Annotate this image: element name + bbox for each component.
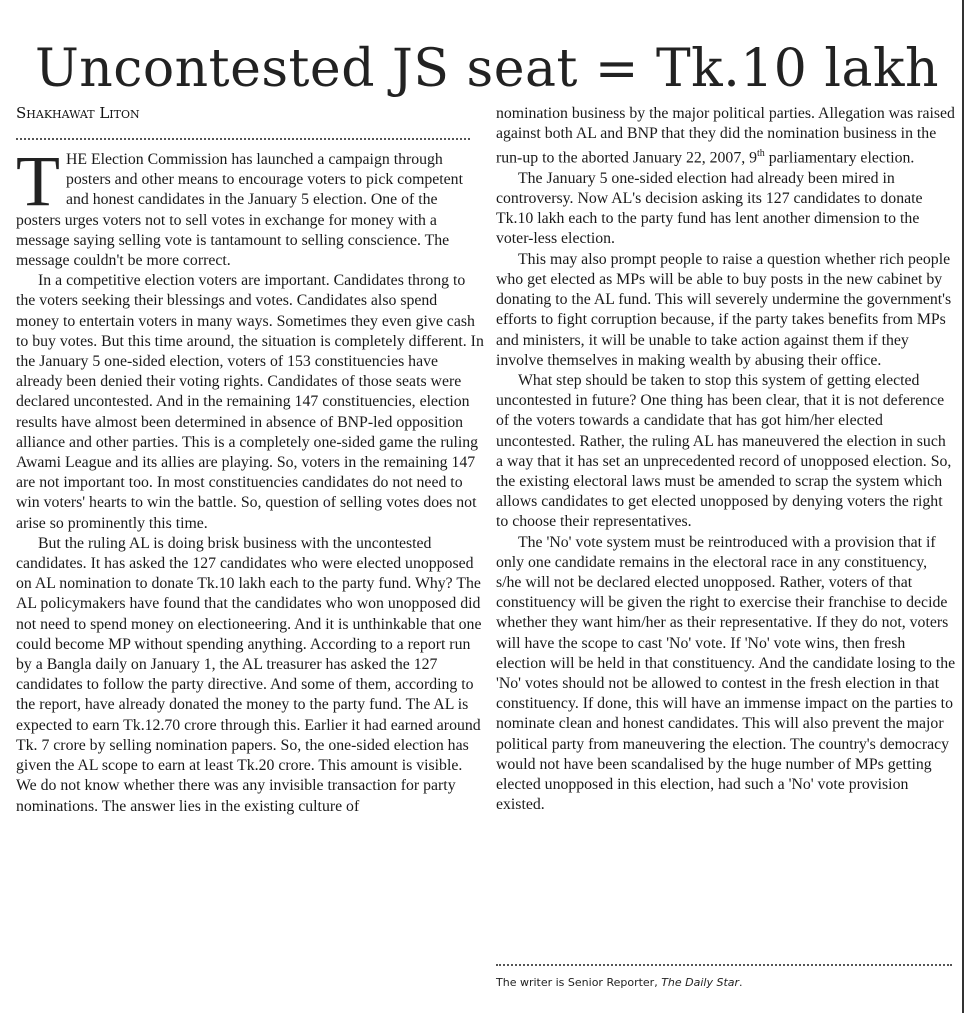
- continuation-text-end: parliamentary election.: [764, 149, 915, 167]
- lead-paragraph: [16, 141, 484, 271]
- body-paragraph: But the ruling AL is doing brisk business with the uncontested candidates. It has asked the 127 candidates who were elected unopposed on AL nomination to donate Tk.10 lakh each to the party fund. Why? The AL policymakers have found that the candidates who won unopposed did not need to spend money on electioneering. And it is unthinkable that one could become MP without spending anything. According to a report run by a Bangla daily on January 1, the AL treasurer has asked the 127 candidates to follow the party directive. And some of them, according to the report, have already donated the money to the party fund. The AL is expected to earn Tk.12.70 crore through this. Earlier it had earned around Tk. 7 crore by selling nomination papers. So, the one-sided election has given the AL scope to earn at least Tk.20 crore. This amount is visible. We do not know whether there was any invisible transaction for party nominations. The answer lies in the existing culture of: [16, 534, 482, 815]
- credit-prefix: The writer is Senior Reporter,: [496, 976, 662, 989]
- credit-suffix: .: [739, 976, 743, 989]
- continuation-text: nomination business by the major political parties. Allegation was raised against both AL and BNP that they did the nomination business in the run-up to the aborted January 22, 2007, 9: [496, 105, 955, 167]
- drop-cap: T: [16, 141, 60, 221]
- body-paragraph: The January 5 one-sided election had already been mired in controversy. Now AL's decision asking its 127 candidates to donate Tk.10 lakh each to the party fund has lent another dimension to the voter-less election.: [496, 169, 923, 248]
- byline: Shakhawat Liton: [16, 104, 140, 122]
- ordinal-suffix: th: [757, 148, 765, 160]
- article-column-left: [16, 141, 484, 817]
- body-paragraph: What step should be taken to stop this system of getting elected uncontested in future? One thing has been clear, that it is not deference of the voters towards a candidate that has got him/her elected uncontested. Rather, the ruling AL has maneuvered the election in such a way that it has set an unprecedented record of unopposed election. So, the existing electoral laws must be amended to scrap the system which allows candidates to get elected unopposed by denying voters the right to choose their representatives.: [496, 371, 952, 531]
- byline-divider: [16, 138, 470, 140]
- page-edge-rule: [962, 0, 964, 1013]
- writer-credit: [496, 976, 743, 989]
- lead-text: HE Election Commission has launched a campaign through posters and other means to encourage voters to pick competent and honest candidates in the January 5 election. One of the posters urges voters not to sell votes in exchange for money with a message saying selling vote is tantamount to selling conscience. The message couldn't be more correct.: [16, 151, 463, 270]
- continuation-paragraph: [496, 104, 956, 169]
- article-headline: Uncontested JS seat = Tk.10 lakh: [34, 38, 940, 99]
- credit-publication: The Daily Star: [661, 976, 740, 989]
- body-paragraph: This may also prompt people to raise a question whether rich people who get elected as MPs will be able to buy posts in the new cabinet by donating to the AL fund. This will severely undermine the government's efforts to fight corruption because, if the party takes benefits from MPs and ministers, it will be unable to take action against them if they involve themselves in making wealth by abusing their office.: [496, 250, 952, 369]
- body-paragraph: The 'No' vote system must be reintroduced with a provision that if only one candidate remains in the electoral race in any constituency, s/he will not be declared elected unopposed. Rather, voters of that constituency will be given the right to exercise their franchise to decide whether they want him/her as their representative. If they do not, voters will have the scope to cast 'No' vote. If 'No' vote wins, then fresh election will be held in that constituency. And the candidate losing to the 'No' votes should not be allowed to contest in the fresh election in that constituency. If done, this will have an immense impact on the parties to nominate clean and honest candidates. This will also prevent the major political party from maneuvering the election. The country's democracy would not have been scandalised by the huge number of MPs getting elected unopposed in this election, had such a 'No' vote provision existed.: [496, 533, 956, 814]
- footer-divider: [496, 964, 952, 966]
- body-paragraph: In a competitive election voters are important. Candidates throng to the voters seeking their blessings and votes. Candidates also spend money to entertain voters in many ways. Sometimes they even give cash to buy votes. But this time around, the situation is completely different. In the January 5 one-sided election, voters of 153 constituencies have already been denied their voting rights. Candidates of those seats were declared uncontested. And in the remaining 147 constituencies, election results have almost been determined in absence of BNP-led opposition alliance and other parties. This is a completely one-sided game the ruling Awami League and its allies are playing. So, voters in the remaining 147 are not important too. In most constituencies candidates do not need to win voters' hearts to win the battle. So, question of selling votes does not arise so prominently this time.: [16, 272, 484, 532]
- article-column-right: [496, 104, 956, 815]
